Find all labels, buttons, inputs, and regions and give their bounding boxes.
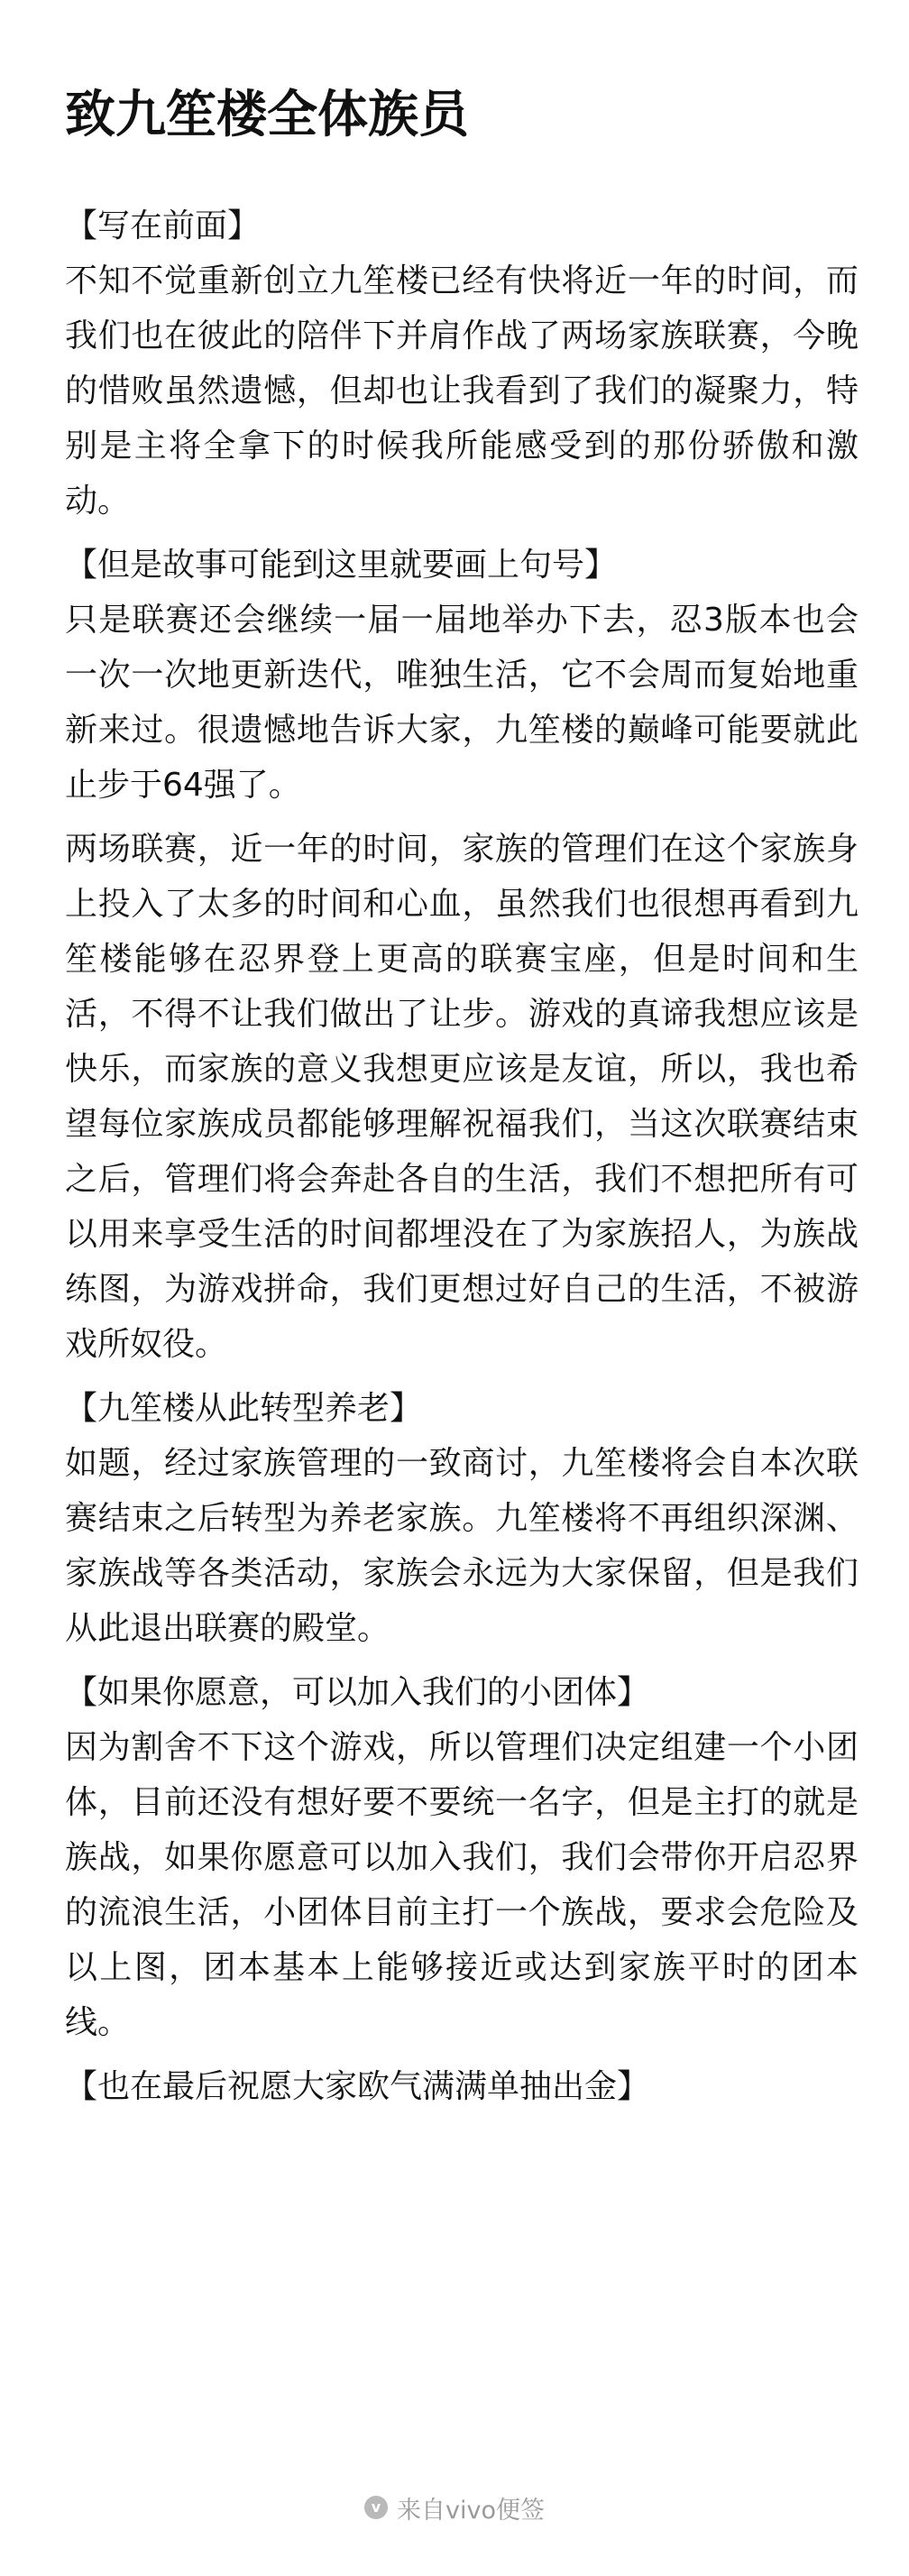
source-footer [0, 2489, 909, 2525]
section-heading-ending: 【但是故事可能到这里就要画上句号】 [65, 547, 618, 584]
section-heading-small-group: 【如果你愿意，可以加入我们的小团体】 [65, 1674, 650, 1711]
section-heading-intro: 【写在前面】 [65, 207, 261, 244]
paragraph-ending-1: 只是联赛还会继续一届一届地举办下去，忍3版本也会一次一次地更新迭代，唯独生活，它不会周而复始地重新来过。很遗憾地告诉大家，九笙楼的巅峰可能要就此止步于64强了。 [65, 602, 858, 804]
paragraph-small-group: 因为割舍不下这个游戏，所以管理们决定组建一个小团体，目前还没有想好要不要统一名字，但是主打的就是族战，如果你愿意可以加入我们，我们会带你开启忍界的流浪生活，小团体目前主打一个族战，要求会危险及以上图，团本基本上能够接近或达到家族平时的团本线。 [65, 1729, 858, 2041]
vivo-logo-icon: v [364, 2496, 388, 2519]
note-body [65, 198, 858, 2114]
source-label: 来自vivo便签 [397, 2496, 545, 2525]
paragraph-ending-2: 两场联赛，近一年的时间，家族的管理们在这个家族身上投入了太多的时间和心血，虽然我们也很想再看到九笙楼能够在忍界登上更高的联赛宝座，但是时间和生活，不得不让我们做出了让步。游戏的真谛我想应该是快乐，而家族的意义我想更应该是友谊，所以，我也希望每位家族成员都能够理解祝福我们，当这次联赛结束之后，管理们将会奔赴各自的生活，我们不想把所有可以用来享受生活的时间都埋没在了为家族招人，为族战练图，为游戏拼命，我们更想过好自己的生活，不被游戏所奴役。 [65, 831, 858, 1363]
section-heading-wishes: 【也在最后祝愿大家欧气满满单抽出金】 [65, 2068, 650, 2105]
paragraph-retirement: 如题，经过家族管理的一致商讨，九笙楼将会自本次联赛结束之后转型为养老家族。九笙楼将不再组织深渊、家族战等各类活动，家族会永远为大家保留，但是我们从此退出联赛的殿堂。 [65, 1445, 858, 1647]
section-heading-retirement: 【九笙楼从此转型养老】 [65, 1390, 423, 1427]
note-title: 致九笙楼全体族员 [65, 86, 469, 144]
paragraph-intro: 不知不觉重新创立九笙楼已经有快将近一年的时间，而我们也在彼此的陪伴下并肩作战了两场家族联赛，今晚的惜败虽然遗憾，但却也让我看到了我们的凝聚力，特别是主将全拿下的时候我所能感受到的那份骄傲和激动。 [65, 262, 858, 520]
